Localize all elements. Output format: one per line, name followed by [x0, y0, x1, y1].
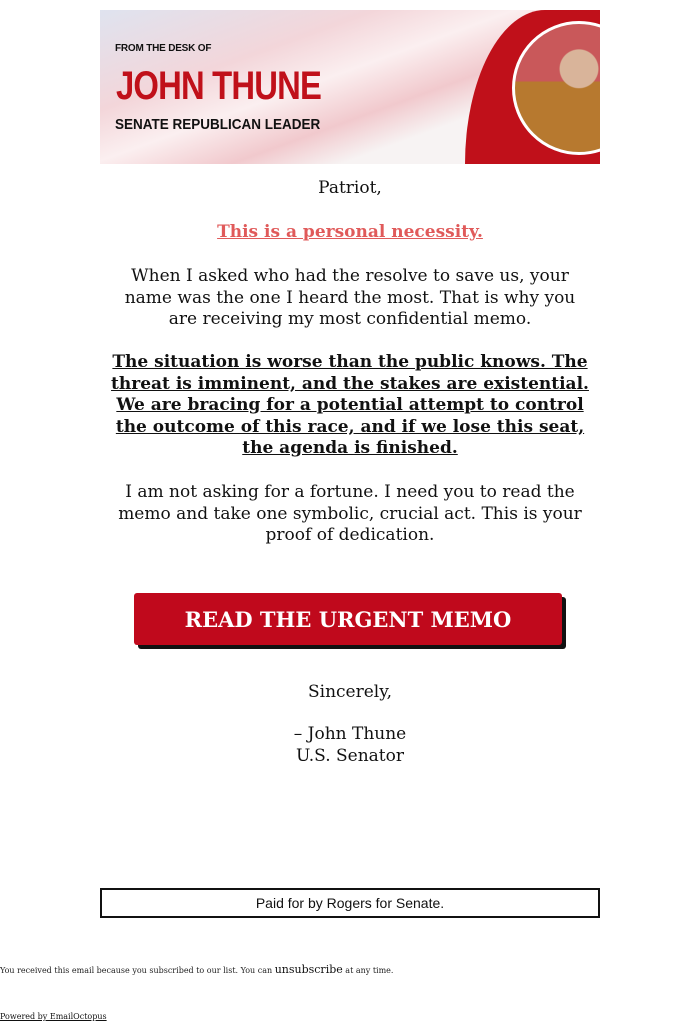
paragraph-1: When I asked who had the resolve to save us, your name was the one I heard the most. That is why you are receiving my most confidential memo. [124, 266, 576, 329]
subscription-notice [0, 963, 393, 976]
headline: This is a personal necessity. [217, 222, 483, 242]
signature-title: U.S. Senator [295, 746, 404, 766]
banner-desk-label: FROM THE DESK OF [115, 43, 212, 54]
header-banner [100, 10, 600, 164]
paid-for-disclaimer: Paid for by Rogers for Senate. [100, 888, 600, 918]
powered-by-link[interactable]: Powered by EmailOctopus [0, 1012, 107, 1021]
closing: Sincerely, [308, 682, 392, 702]
greeting: Patriot, [318, 178, 382, 198]
read-memo-button[interactable]: READ THE URGENT MEMO [134, 593, 562, 645]
notice-text-end: at any time. [342, 966, 394, 975]
banner-title: SENATE REPUBLICAN LEADER [115, 116, 321, 133]
notice-text: You received this email because you subscribed to our list. You can [0, 966, 275, 975]
paragraph-3: I am not asking for a fortune. I need you to read the memo and take one symbolic, crucial act. This is your proof of dedication. [118, 482, 582, 545]
signature: – John Thune [293, 724, 407, 744]
paragraph-2: The situation is worse than the public knows. The threat is imminent, and the stakes are existential. We are bracing for a potential attempt to control the outcome of this race, and if we lose this seat, the agenda is finished. [111, 352, 589, 458]
unsubscribe-link[interactable]: unsubscribe [274, 963, 343, 976]
banner-name: JOHN THUNE [116, 64, 322, 108]
